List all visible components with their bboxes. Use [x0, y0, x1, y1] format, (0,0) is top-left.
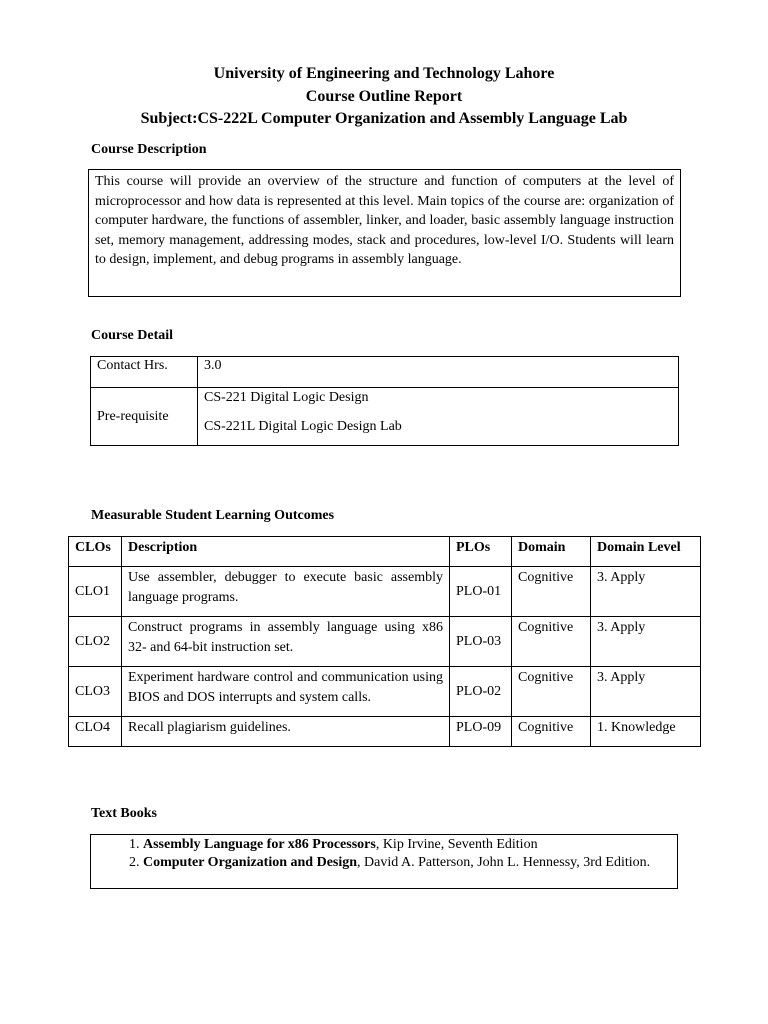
domain-cell: Cognitive [512, 567, 591, 617]
description-cell: Use assembler, debugger to execute basic assembly language programs. [122, 567, 450, 617]
course-detail-heading: Course Detail [91, 328, 174, 343]
outcomes-header-row [69, 537, 701, 567]
prerequisite-item: CS-221 Digital Logic Design [204, 390, 369, 405]
plo-cell: PLO-02 [450, 667, 512, 717]
col-header-plos: PLOs [450, 537, 512, 567]
col-header-domain: Domain [512, 537, 591, 567]
col-header-domain-level: Domain Level [591, 537, 701, 567]
course-description-heading: Course Description [91, 142, 207, 157]
outcomes-table [68, 536, 701, 747]
domain-cell: Cognitive [512, 617, 591, 667]
contact-hours-value: 3.0 [198, 357, 679, 388]
prerequisite-row [91, 388, 679, 446]
domain-cell: Cognitive [512, 717, 591, 747]
plo-cell: PLO-01 [450, 567, 512, 617]
table-row [69, 617, 701, 667]
text-books-list [91, 836, 677, 872]
report-title: Course Outline Report [305, 88, 463, 105]
university-title: University of Engineering and Technology Lahore [213, 65, 555, 82]
prerequisite-item: CS-221L Digital Logic Design Lab [204, 419, 402, 434]
description-cell: Recall plagiarism guidelines. [122, 717, 450, 747]
plo-cell: PLO-09 [450, 717, 512, 747]
list-item [143, 854, 677, 872]
description-cell: Experiment hardware control and communication using BIOS and DOS interrupts and system calls. [122, 667, 450, 717]
table-row [69, 567, 701, 617]
book-title: Computer Organization and Design [143, 855, 358, 870]
prerequisite-label: Pre-requisite [91, 388, 198, 446]
text-books-heading: Text Books [91, 806, 158, 821]
clo-cell: CLO2 [69, 617, 122, 667]
course-description-text: This course will provide an overview of the structure and function of computers at the level of microprocessor and how data is represented at this level. Main topics of the course are: organization of computer hardware, the functions of assembler, linker, and loader, basic assembly language instruction set, memory management, addressing modes, stack and procedures, low-level I/O. Students will learn to design, implement, and debug programs in assembly language. [95, 174, 674, 267]
col-header-clos: CLOs [69, 537, 122, 567]
course-description-box [88, 169, 681, 297]
contact-hours-label: Contact Hrs. [91, 357, 198, 388]
outcomes-heading: Measurable Student Learning Outcomes [91, 508, 335, 523]
domain-level-cell: 3. Apply [591, 617, 701, 667]
clo-cell: CLO1 [69, 567, 122, 617]
subject-title: Subject:CS-222L Computer Organization and Assembly Language Lab [140, 110, 628, 127]
contact-hours-row [91, 357, 679, 388]
book-title: Assembly Language for x86 Processors [143, 837, 376, 852]
book-details: , David A. Patterson, John L. Hennessy, 3rd Edition. [357, 855, 651, 870]
domain-level-cell: 3. Apply [591, 567, 701, 617]
clo-cell: CLO4 [69, 717, 122, 747]
prerequisite-values [198, 388, 679, 446]
course-detail-table [90, 356, 679, 446]
description-cell: Construct programs in assembly language using x86 32- and 64-bit instruction set. [122, 617, 450, 667]
table-row [69, 717, 701, 747]
domain-level-cell: 3. Apply [591, 667, 701, 717]
domain-cell: Cognitive [512, 667, 591, 717]
plo-cell: PLO-03 [450, 617, 512, 667]
col-header-description: Description [122, 537, 450, 567]
list-item [143, 836, 677, 854]
text-books-box [90, 834, 678, 889]
clo-cell: CLO3 [69, 667, 122, 717]
book-details: , Kip Irvine, Seventh Edition [375, 837, 538, 852]
domain-level-cell: 1. Knowledge [591, 717, 701, 747]
table-row [69, 667, 701, 717]
